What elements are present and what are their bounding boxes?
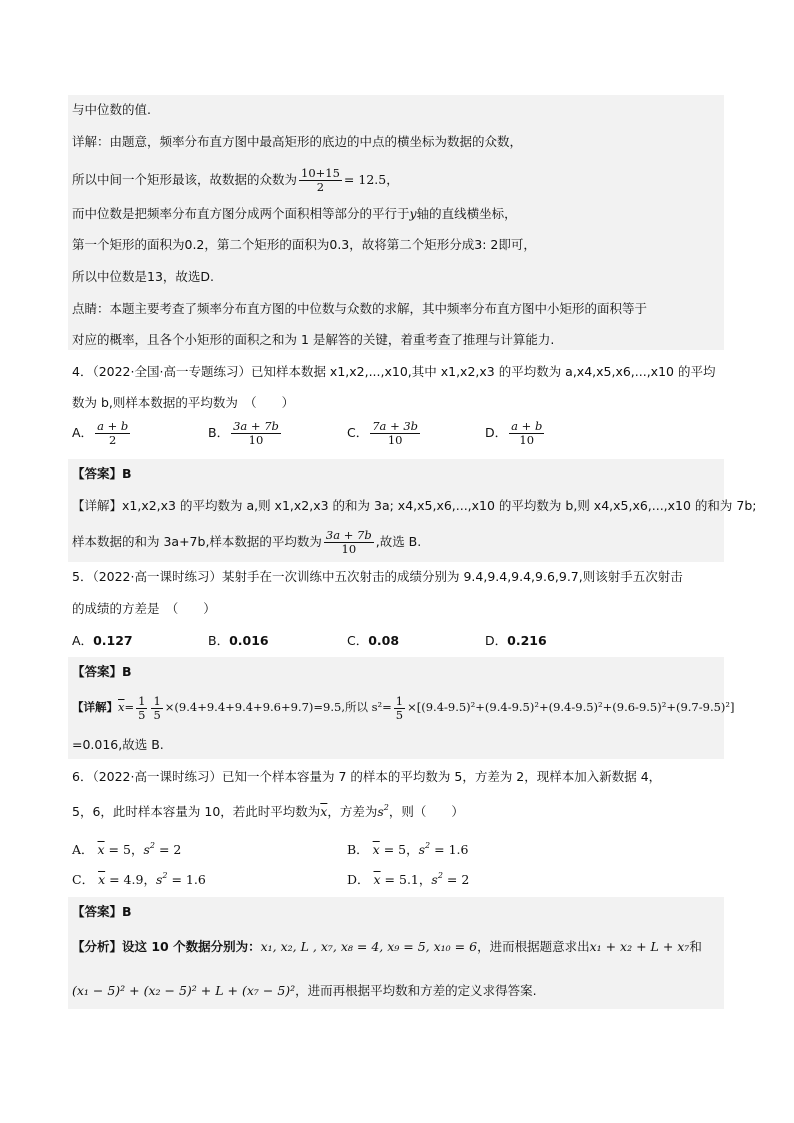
prev-solution-line-4 [72,206,517,222]
analysis-label: 【分析】设这 10 个数据分别为： [72,939,261,954]
option-value: 0.216 [507,633,547,648]
option-letter: C． [72,872,95,887]
option-letter: B． [208,633,230,648]
q4-option-c [347,420,422,447]
q5-option-d [485,633,547,649]
fraction-numerator: a + b [511,419,543,433]
q6-analysis-line-1 [72,939,702,955]
option-fraction [370,420,420,447]
option-letter: D． [485,633,508,648]
q6-stem-line-1: 6．（2022·高一课时练习）已知一个样本容量为 7 的样本的平均数为 5，方差为 2，现样本加入新数据 4， [72,769,662,784]
x-bar-symbol: $\overline{x}$ [320,804,328,819]
option-letter: A． [72,425,94,440]
option-mean: 5 [123,842,131,857]
variance-expression: ×[(9.4-9.5)²+(9.4-9.5)²+(9.4-9.5)²+(9.6-9.5)²+(9.7-9.5)²] [407,700,735,714]
q4-detail-line-1: 【详解】x1,x2,x3 的平均数为 a,则 x1,x2,x3 的和为 3a; x4,x5,x6,...,x10 的平均数为 b,则 x4,x5,x6,...,x10 的和为 7b; [72,498,757,513]
q4-option-d [485,420,546,447]
fraction-denominator: 10 [248,433,264,447]
q4-option-b [208,420,283,447]
fraction-numerator: 10+15 [301,166,340,180]
one-fifth-fraction [136,695,147,722]
fraction-numerator: 7a + 3b [372,419,419,433]
option-variance: 2 [461,872,470,887]
analysis-text-end: ，进而再根据平均数和方差的定义求得答案. [295,983,537,998]
option-letter: B． [347,842,369,857]
q6-stem-line-2 [72,804,464,820]
option-letter: A． [72,842,94,857]
detail-label: 【详解】 [72,700,118,714]
option-letter: B． [208,425,230,440]
mode-text: 所以中间一个矩形最该，故数据的众数为 [72,172,298,187]
option-variance: 2 [173,842,182,857]
axis-variable: y [409,206,417,221]
fraction-numerator: 1 [153,693,161,708]
fraction-denominator: 5 [153,707,161,722]
option-fraction [231,420,281,447]
q4-option-a [72,420,132,447]
s-squared-symbol: $s^2$ [155,871,168,887]
fraction-denominator: 10 [387,433,403,447]
median-text-end: 轴的直线横坐标， [416,206,517,221]
q6-option-d: D． $\overline{x} = 5.1$，$s^2 = 2$ [347,871,470,887]
option-letter: C． [347,633,369,648]
analysis-text: ，进而根据题意求出 [477,939,590,954]
sum-expression: x₁ + x₂ + L + x₇ [589,939,690,954]
prev-solution-line-5: 第一个矩形的面积为0.2，第二个矩形的面积为0.3，故将第二个矩形分成3: 2即可， [72,237,536,252]
data-variables: x₁, x₂, L , x₇, x₈ = 4, x₉ = 5, x₁₀ = 6 [260,939,478,954]
q6-option-b: B． $\overline{x} = 5$，$s^2 = 1.6$ [347,841,469,857]
q5-answer: 【答案】B [72,664,132,679]
mean-expression: ×(9.4+9.4+9.4+9.6+9.7)=9.5,所以 s²= [164,700,392,714]
squared-deviation-expression: (x₁ − 5)² + (x₂ − 5)² + L + (x₇ − 5)² [72,983,296,998]
fraction-denominator: 2 [108,433,117,447]
one-fifth-fraction [394,695,405,722]
s-squared-symbol: $s^2$ [143,841,155,857]
median-text: 而中位数是把频率分布直方图分成两个面积相等部分的平行于 [72,206,410,221]
detail-text: 样本数据的和为 3a+7b,样本数据的平均数为 [72,534,322,549]
option-variance: 1.6 [185,872,206,887]
fraction-numerator: a + b [97,419,129,433]
fraction-numerator: 1 [138,693,146,708]
q5-stem-line-2: 的成绩的方差是 （ ） [72,601,216,616]
q5-detail-line-2: =0.016,故选 B. [72,737,164,752]
option-mean: 5 [398,842,407,857]
analysis-text-end: 和 [689,939,702,954]
stem-text: 5，6，此时样本容量为 10，若此时平均数为 [72,804,321,819]
option-mean: 5.1 [399,872,419,887]
fraction-numerator: 3a + 7b [233,419,279,433]
q6-answer: 【答案】B [72,904,132,919]
option-mean: 4.9 [123,872,144,887]
x-bar-symbol: $\overline{x}$ [97,842,105,857]
option-value: 0.08 [368,633,400,648]
q5-option-b [208,633,269,649]
option-letter: D． [347,872,370,887]
mean-fraction [324,529,374,556]
fraction-denominator: 5 [138,707,146,722]
prev-solution-line-6: 所以中位数是13，故选D. [72,269,215,284]
mode-result: = 12.5， [343,172,399,187]
fraction-denominator: 10 [341,542,357,556]
q5-option-a [72,633,133,649]
s-squared-symbol: $s^2$ [431,871,443,887]
fraction-numerator: 3a + 7b [325,528,372,542]
fraction-denominator: 2 [316,180,325,194]
s-squared-symbol: $s^2$ [377,803,389,819]
x-bar-symbol: $\overline{x}$ [373,872,381,887]
option-fraction [95,420,130,447]
q4-answer: 【答案】B [72,466,132,481]
q6-option-c: C． $\overline{x} = 4.9$，$s^2 = 1.6$ [72,871,206,887]
fraction-denominator: 10 [519,433,535,447]
q6-analysis-line-2 [72,983,537,999]
option-letter: A． [72,633,94,648]
q4-stem-line-1: 4．（2022·全国·高一专题练习）已知样本数据 x1,x2,...,x10,其中 x1,x2,x3 的平均数为 a,x4,x5,x6,...,x10 的平均 [72,364,716,379]
option-fraction [509,420,544,447]
s-squared-symbol: $s^2$ [418,841,431,857]
stem-text-end: ，则（ ） [388,804,464,819]
option-variance: 1.6 [448,842,469,857]
prev-solution-line-3 [72,166,399,194]
q4-stem-line-2: 数为 b,则样本数据的平均数为 （ ） [72,395,295,410]
prev-solution-comment-2: 对应的概率，且各个小矩形的面积之和为 1 是解答的关键，着重考查了推理与计算能力. [72,332,555,347]
fraction-denominator: 5 [395,707,404,722]
mode-fraction [299,167,342,194]
x-bar-symbol: $\overline{x}$ [372,842,380,857]
q6-option-a: A． $\overline{x} = 5$，$s^2 = 2$ [72,841,182,857]
one-fifth-fraction [151,695,162,722]
detail-text-end: ,故选 B. [375,534,422,549]
x-bar-symbol: $\overline{x}$ [118,700,125,714]
option-letter: C． [347,425,369,440]
option-letter: D． [485,425,508,440]
option-value: 0.127 [93,633,133,648]
x-bar-symbol: $\overline{x}$ [98,872,106,887]
stem-text-mid: ，方差为 [327,804,378,819]
prev-solution-comment-1: 点睛：本题主要考查了频率分布直方图的中位数与众数的求解，其中频率分布直方图中小矩形的面积等于 [72,301,648,316]
q5-stem-line-1: 5．（2022·高一课时练习）某射手在一次训练中五次射击的成绩分别为 9.4,9.4,9.4,9.6,9.7,则该射手五次射击 [72,569,683,584]
prev-solution-line-1: 与中位数的值. [72,102,151,117]
fraction-numerator: 1 [395,693,404,708]
q4-detail-line-2 [72,527,421,557]
q5-option-c [347,633,399,649]
prev-solution-line-2: 详解：由题意，频率分布直方图中最高矩形的底边的中点的横坐标为数据的众数， [72,134,523,149]
option-value: 0.016 [229,633,269,648]
q5-detail-line-1: 【详解】$\overline{x}=$ $\frac{1}{5}$ $\frac{1}{5}$ ×(9.4+9.4+9.4+9.6+9.7)=9.5,所以 s²= $\frac{1}{5}$ ×[(9.4-9.5)²+(9.4-9.5)²+(9.4-9.5)²+(9.6-9.5)²+(9.7-9.5)²] [72,693,735,722]
